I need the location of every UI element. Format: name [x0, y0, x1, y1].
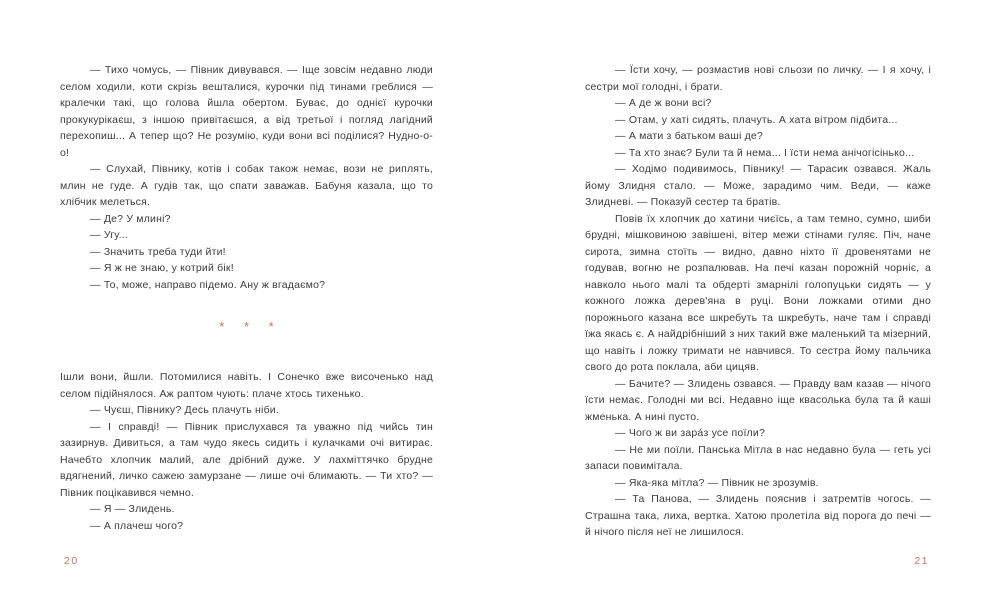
- paragraph: — Угу...: [90, 229, 128, 241]
- paragraph: Повів їх хлопчик до хатини чиєїсь, а там темно, сумно, шиби брудні, мішковиною завішені, вітер межи стінами гуляє. Піч, наче сирота, зимна стоїть — видно, давно ніхто її дровенятами не годував, вогню не розпалював. На печі казан порожній чорніє, а навколо нього малі та обдерті змарнілі голопуцьки сидять — у кожного ложка дерев'яна в руці. Вони ложками отими дно порожнього казана все шкребуть та шкребуть, наче там і справді їжа якась є. А найдрібніший з них такий вже маленький та мізерний, що навіть і ложку тримати не навчився. То сестра йому пальчика свого до рота поклала, аби цицяв.: [585, 212, 931, 373]
- paragraph: — Отам, у хаті сидять, плачуть. А хата вітром підбита...: [615, 113, 898, 126]
- paragraph: — Чуєш, Півнику? Десь плачуть ніби.: [90, 404, 279, 416]
- paragraph: — А мати з батьком ваші де?: [615, 130, 764, 142]
- page-left-text: [60, 62, 433, 534]
- paragraph: — Тихо чомусь, — Півник дивувався. — Іще зовсім недавно люди селом ходили, коти скрізь вешталися, курочки під тинами греблися — кралечки такі, що голова йшла обертом. Буває, до однієї курочки прокукурікаєш, з іншою привітаєшся, а від третьої і погляд лагідний перехопиш... А тепер що? Не розумію, куди вони всі поділися? Нудно-о-о!: [60, 64, 433, 159]
- page-number-left: 20: [64, 555, 79, 567]
- paragraph: — Чого ж ви зара́з усе поїли?: [615, 427, 765, 439]
- paragraph: — Ходімо подивимось, Півнику! — Тарасик озвався. Жаль йому Злидня стало. — Може, зарадимо чим. Веди, — каже Злидневі. — Показуй сестер та братів.: [585, 163, 931, 208]
- paragraph: — Та Панова, — Злидень пояснив і затремтів чогось. — Страшна така, лиха, вертка. Хатою пролетіла від порога до печі — й нічого після неї не лишилося.: [585, 493, 931, 538]
- paragraph: Ішли вони, йшли. Потомилися навіть. І Сонечко вже височенько над селом підійнялося. Аж раптом чують: плаче хтось тихенько.: [60, 371, 433, 400]
- paragraph: — Де? У млині?: [90, 212, 171, 225]
- paragraph: — Я ж не знаю, у котрий бік!: [90, 262, 234, 274]
- section-break: * * *: [219, 319, 274, 334]
- paragraph: — Я — Злидень.: [90, 503, 175, 515]
- paragraph: — Не ми поїли. Панська Мітла в нас недавно була — геть усі запаси повимітала.: [585, 443, 931, 472]
- page-number-right: 21: [914, 555, 929, 567]
- paragraph: — Слухай, Півнику, котів і собак також немає, вози не риплять, млин не гуде. А гудів так, що спати заважав. Бабуня казала, що то хлібчик мелеться.: [60, 163, 433, 208]
- paragraph: — Яка-яка мітла? — Півник не зрозумів.: [615, 476, 819, 489]
- paragraph: — Бачите? — Злидень озвався. — Правду вам казав — нічого їсти немає. Голодні ми всі. Недавно іще квасолька була та й каші жменька. А нині пусто.: [585, 377, 931, 423]
- paragraph: — І справді! — Півник прислухався та уважно під чийсь тин зазирнув. Дивиться, а там чудо якесь сидить і кулачками очі витирає. Начебто хлопчик малий, але дрібний дуже. У лахміттячко брудне вдягнений, личко сажею замурзане — лише очі блимають. — Ти хто? — Півник поцікавився чемно.: [60, 420, 433, 499]
- page-right-text: [585, 62, 931, 541]
- paragraph: — Та хто знає? Були та й нема... І їсти нема анічогісінько...: [615, 146, 915, 159]
- paragraph: — А плачеш чого?: [90, 519, 184, 532]
- paragraph: — Значить треба туди йти!: [90, 245, 226, 258]
- paragraph: — То, може, направо підемо. Ану ж вгадаємо?: [90, 278, 326, 291]
- paragraph: — А де ж вони всі?: [615, 97, 712, 109]
- paragraph: — Їсти хочу, — розмастив нові сльози по личку. — І я хочу, і сестри мої голодні, і брати.: [585, 64, 931, 93]
